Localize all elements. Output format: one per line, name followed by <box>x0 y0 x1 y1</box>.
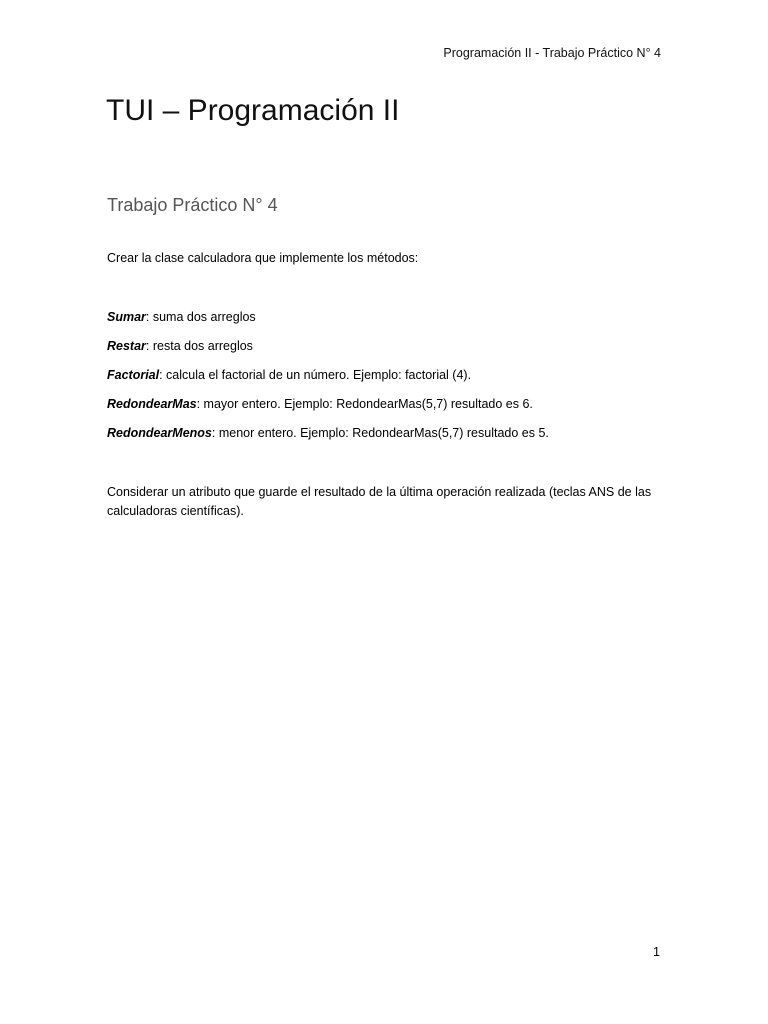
document-title: TUI – Programación II <box>106 94 400 127</box>
running-header: Programación II - Trabajo Práctico N° 4 <box>443 46 661 60</box>
methods-list <box>107 309 667 454</box>
intro-paragraph: Crear la clase calculadora que implemente los métodos: <box>107 251 419 265</box>
method-item-factorial <box>107 367 667 396</box>
method-description: : menor entero. Ejemplo: RedondearMas(5,7) resultado es 5. <box>211 426 549 440</box>
method-item-redondearmas <box>107 396 667 425</box>
method-description: : mayor entero. Ejemplo: RedondearMas(5,7) resultado es 6. <box>196 397 533 411</box>
method-name: Sumar <box>107 310 146 324</box>
method-name: RedondearMas <box>107 397 197 411</box>
document-subtitle: Trabajo Práctico N° 4 <box>107 195 278 215</box>
method-item-redondearmenos <box>107 425 667 454</box>
method-description: : suma dos arreglos <box>145 310 256 324</box>
page-number: 1 <box>653 945 660 959</box>
method-name: Factorial <box>107 368 160 382</box>
method-description: : calcula el factorial de un número. Ejemplo: factorial (4). <box>159 368 472 382</box>
method-item-sumar <box>107 309 667 338</box>
closing-paragraph: Considerar un atributo que guarde el resultado de la última operación realizada (teclas ANS de las calculadoras científicas). <box>107 485 652 518</box>
method-description: : resta dos arreglos <box>145 339 253 353</box>
method-name: Restar <box>107 339 146 353</box>
method-name: RedondearMenos <box>107 426 212 440</box>
method-item-restar <box>107 338 667 367</box>
